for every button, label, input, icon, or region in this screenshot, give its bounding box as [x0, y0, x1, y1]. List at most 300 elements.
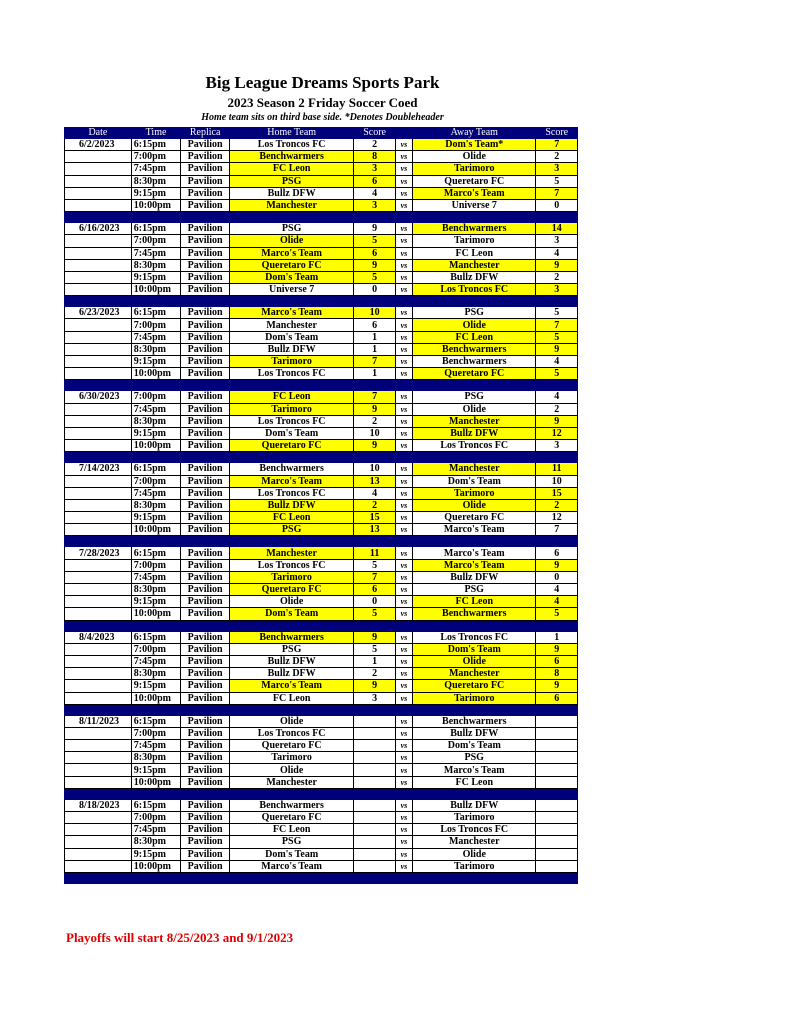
home-score: 2	[354, 139, 395, 151]
away-score: 0	[536, 571, 578, 583]
home-team: Manchester	[229, 547, 353, 559]
vs-label: vs	[395, 319, 412, 331]
game-date	[65, 319, 132, 331]
home-team: Marco's Team	[229, 307, 353, 319]
home-team: Bullz DFW	[229, 499, 353, 511]
game-time: 9:15pm	[131, 187, 181, 199]
table-row	[65, 284, 578, 296]
game-field: Pavilion	[181, 584, 230, 596]
game-field: Pavilion	[181, 631, 230, 643]
home-score: 9	[354, 259, 395, 271]
away-score: 4	[536, 391, 578, 403]
home-team: Tarimoro	[229, 752, 353, 764]
table-row	[65, 356, 578, 368]
home-team: Universe 7	[229, 284, 353, 296]
away-score	[536, 836, 578, 848]
away-score: 4	[536, 584, 578, 596]
home-team: Bullz DFW	[229, 668, 353, 680]
table-row	[65, 343, 578, 355]
game-time: 7:45pm	[131, 487, 181, 499]
table-row	[65, 812, 578, 824]
week-separator	[65, 536, 578, 547]
vs-label: vs	[395, 139, 412, 151]
vs-label: vs	[395, 440, 412, 452]
game-field: Pavilion	[181, 475, 230, 487]
home-team: FC Leon	[229, 512, 353, 524]
home-team: Benchwarmers	[229, 799, 353, 811]
away-score	[536, 799, 578, 811]
game-time: 6:15pm	[131, 463, 181, 475]
vs-label: vs	[395, 692, 412, 704]
game-date	[65, 163, 132, 175]
game-date: 8/18/2023	[65, 799, 132, 811]
home-team: Olide	[229, 764, 353, 776]
table-row	[65, 331, 578, 343]
game-date: 7/14/2023	[65, 463, 132, 475]
vs-label: vs	[395, 643, 412, 655]
game-field: Pavilion	[181, 440, 230, 452]
game-field: Pavilion	[181, 284, 230, 296]
game-field: Pavilion	[181, 547, 230, 559]
away-team: Manchester	[413, 463, 536, 475]
table-row	[65, 584, 578, 596]
game-time: 10:00pm	[131, 776, 181, 788]
game-time: 10:00pm	[131, 199, 181, 211]
home-score: 0	[354, 596, 395, 608]
away-score: 3	[536, 440, 578, 452]
home-team: Tarimoro	[229, 403, 353, 415]
game-date: 6/2/2023	[65, 139, 132, 151]
vs-label: vs	[395, 512, 412, 524]
home-score: 3	[354, 199, 395, 211]
week-separator-bar	[65, 212, 578, 223]
away-team: Tarimoro	[413, 235, 536, 247]
home-score: 10	[354, 307, 395, 319]
away-score: 7	[536, 139, 578, 151]
game-time: 6:15pm	[131, 631, 181, 643]
home-score: 9	[354, 680, 395, 692]
away-score: 8	[536, 668, 578, 680]
game-field: Pavilion	[181, 740, 230, 752]
vs-label: vs	[395, 764, 412, 776]
away-score	[536, 740, 578, 752]
game-field: Pavilion	[181, 319, 230, 331]
game-time: 9:15pm	[131, 512, 181, 524]
game-time: 7:45pm	[131, 163, 181, 175]
game-time: 7:00pm	[131, 727, 181, 739]
home-team: Los Troncos FC	[229, 727, 353, 739]
table-row	[65, 776, 578, 788]
home-team: Queretaro FC	[229, 259, 353, 271]
home-team: Benchwarmers	[229, 463, 353, 475]
game-date	[65, 499, 132, 511]
game-field: Pavilion	[181, 499, 230, 511]
game-time: 7:45pm	[131, 740, 181, 752]
vs-label: vs	[395, 199, 412, 211]
home-team: Olide	[229, 596, 353, 608]
game-time: 9:15pm	[131, 596, 181, 608]
away-score: 2	[536, 151, 578, 163]
away-score: 5	[536, 331, 578, 343]
game-field: Pavilion	[181, 343, 230, 355]
game-field: Pavilion	[181, 559, 230, 571]
game-time: 10:00pm	[131, 440, 181, 452]
game-field: Pavilion	[181, 391, 230, 403]
home-score: 7	[354, 571, 395, 583]
game-date	[65, 824, 132, 836]
game-time: 10:00pm	[131, 692, 181, 704]
home-score: 8	[354, 151, 395, 163]
game-time: 7:45pm	[131, 824, 181, 836]
game-date	[65, 187, 132, 199]
game-date: 6/23/2023	[65, 307, 132, 319]
vs-label: vs	[395, 403, 412, 415]
week-separator	[65, 872, 578, 883]
home-team: PSG	[229, 643, 353, 655]
home-score: 3	[354, 692, 395, 704]
game-date	[65, 680, 132, 692]
home-team: Dom's Team	[229, 848, 353, 860]
game-time: 10:00pm	[131, 284, 181, 296]
game-time: 10:00pm	[131, 860, 181, 872]
table-row	[65, 391, 578, 403]
vs-label: vs	[395, 836, 412, 848]
table-row	[65, 608, 578, 620]
game-time: 7:00pm	[131, 643, 181, 655]
away-team: Dom's Team	[413, 740, 536, 752]
game-field: Pavilion	[181, 776, 230, 788]
home-score	[354, 848, 395, 860]
home-score	[354, 776, 395, 788]
game-field: Pavilion	[181, 764, 230, 776]
away-score: 11	[536, 463, 578, 475]
game-time: 7:45pm	[131, 247, 181, 259]
away-score: 2	[536, 403, 578, 415]
game-date	[65, 559, 132, 571]
home-team: Tarimoro	[229, 356, 353, 368]
game-date	[65, 860, 132, 872]
vs-label: vs	[395, 427, 412, 439]
table-row	[65, 848, 578, 860]
game-field: Pavilion	[181, 163, 230, 175]
home-score: 6	[354, 175, 395, 187]
game-field: Pavilion	[181, 368, 230, 380]
table-row	[65, 187, 578, 199]
away-team: Los Troncos FC	[413, 440, 536, 452]
away-team: Los Troncos FC	[413, 631, 536, 643]
away-team: Los Troncos FC	[413, 284, 536, 296]
home-score: 7	[354, 391, 395, 403]
home-team: Manchester	[229, 776, 353, 788]
table-row	[65, 860, 578, 872]
game-field: Pavilion	[181, 824, 230, 836]
game-date	[65, 668, 132, 680]
away-team: Tarimoro	[413, 812, 536, 824]
table-row	[65, 799, 578, 811]
home-team: FC Leon	[229, 692, 353, 704]
away-team: Marco's Team	[413, 547, 536, 559]
game-date	[65, 608, 132, 620]
away-team: Tarimoro	[413, 163, 536, 175]
game-field: Pavilion	[181, 680, 230, 692]
away-score: 2	[536, 499, 578, 511]
home-team: Marco's Team	[229, 247, 353, 259]
table-row	[65, 596, 578, 608]
home-team: Dom's Team	[229, 331, 353, 343]
vs-label: vs	[395, 799, 412, 811]
game-field: Pavilion	[181, 715, 230, 727]
game-time: 6:15pm	[131, 715, 181, 727]
home-score: 2	[354, 499, 395, 511]
home-team: Tarimoro	[229, 571, 353, 583]
col-header-away-score: Score	[536, 128, 578, 139]
game-field: Pavilion	[181, 139, 230, 151]
game-field: Pavilion	[181, 271, 230, 283]
away-team: Queretaro FC	[413, 368, 536, 380]
away-team: PSG	[413, 584, 536, 596]
game-field: Pavilion	[181, 463, 230, 475]
game-time: 9:15pm	[131, 680, 181, 692]
game-time: 7:00pm	[131, 235, 181, 247]
week-separator-bar	[65, 452, 578, 463]
home-score: 5	[354, 235, 395, 247]
away-score: 9	[536, 643, 578, 655]
vs-label: vs	[395, 715, 412, 727]
home-score	[354, 764, 395, 776]
game-date	[65, 727, 132, 739]
home-score	[354, 752, 395, 764]
game-date	[65, 487, 132, 499]
game-time: 8:30pm	[131, 259, 181, 271]
away-score: 3	[536, 163, 578, 175]
game-time: 8:30pm	[131, 343, 181, 355]
vs-label: vs	[395, 668, 412, 680]
table-row	[65, 571, 578, 583]
home-score: 4	[354, 487, 395, 499]
game-field: Pavilion	[181, 415, 230, 427]
home-score	[354, 812, 395, 824]
home-score: 10	[354, 463, 395, 475]
away-team: Bullz DFW	[413, 799, 536, 811]
col-header-home-team: Home Team	[229, 128, 353, 139]
home-team: Los Troncos FC	[229, 139, 353, 151]
header-note: Home team sits on third base side. *Denotes Doubleheader	[201, 112, 444, 123]
table-row	[65, 824, 578, 836]
vs-label: vs	[395, 776, 412, 788]
game-field: Pavilion	[181, 427, 230, 439]
away-team: Marco's Team	[413, 559, 536, 571]
away-score: 5	[536, 175, 578, 187]
game-date	[65, 848, 132, 860]
game-time: 8:30pm	[131, 584, 181, 596]
vs-label: vs	[395, 680, 412, 692]
vs-label: vs	[395, 356, 412, 368]
game-time: 8:30pm	[131, 836, 181, 848]
vs-label: vs	[395, 499, 412, 511]
away-team: Olide	[413, 499, 536, 511]
game-field: Pavilion	[181, 752, 230, 764]
away-score: 9	[536, 559, 578, 571]
game-time: 7:45pm	[131, 331, 181, 343]
away-team: Manchester	[413, 836, 536, 848]
vs-label: vs	[395, 608, 412, 620]
vs-label: vs	[395, 740, 412, 752]
vs-label: vs	[395, 187, 412, 199]
game-date	[65, 247, 132, 259]
table-row	[65, 151, 578, 163]
home-score: 5	[354, 271, 395, 283]
vs-label: vs	[395, 727, 412, 739]
home-team: PSG	[229, 175, 353, 187]
home-score	[354, 727, 395, 739]
table-row	[65, 547, 578, 559]
vs-label: vs	[395, 223, 412, 235]
away-score	[536, 752, 578, 764]
home-team: Queretaro FC	[229, 440, 353, 452]
vs-label: vs	[395, 824, 412, 836]
table-row	[65, 727, 578, 739]
home-score	[354, 836, 395, 848]
away-score: 7	[536, 187, 578, 199]
away-team: Manchester	[413, 668, 536, 680]
game-date	[65, 271, 132, 283]
game-date	[65, 415, 132, 427]
home-score: 2	[354, 668, 395, 680]
vs-label: vs	[395, 415, 412, 427]
col-header-time: Time	[131, 128, 181, 139]
game-time: 9:15pm	[131, 427, 181, 439]
home-score: 1	[354, 368, 395, 380]
table-row	[65, 403, 578, 415]
away-team: Tarimoro	[413, 860, 536, 872]
home-team: Bullz DFW	[229, 655, 353, 667]
home-team: Queretaro FC	[229, 740, 353, 752]
home-score: 0	[354, 284, 395, 296]
game-date	[65, 836, 132, 848]
game-date	[65, 475, 132, 487]
away-score: 15	[536, 487, 578, 499]
home-score: 7	[354, 356, 395, 368]
home-score	[354, 740, 395, 752]
home-team: Manchester	[229, 199, 353, 211]
table-row	[65, 163, 578, 175]
game-field: Pavilion	[181, 175, 230, 187]
col-header-replica: Replica	[181, 128, 230, 139]
table-row	[65, 259, 578, 271]
game-date	[65, 812, 132, 824]
game-field: Pavilion	[181, 836, 230, 848]
away-team: Bullz DFW	[413, 271, 536, 283]
vs-label: vs	[395, 547, 412, 559]
table-row	[65, 680, 578, 692]
home-score: 4	[354, 187, 395, 199]
vs-label: vs	[395, 584, 412, 596]
table-row	[65, 668, 578, 680]
game-time: 7:00pm	[131, 812, 181, 824]
game-time: 6:15pm	[131, 139, 181, 151]
home-score: 11	[354, 547, 395, 559]
col-header-home-score: Score	[354, 128, 395, 139]
game-date	[65, 235, 132, 247]
vs-label: vs	[395, 559, 412, 571]
table-row	[65, 368, 578, 380]
vs-label: vs	[395, 571, 412, 583]
game-time: 8:30pm	[131, 175, 181, 187]
week-separator-bar	[65, 704, 578, 715]
game-time: 8:30pm	[131, 668, 181, 680]
game-field: Pavilion	[181, 331, 230, 343]
game-time: 7:45pm	[131, 655, 181, 667]
game-date	[65, 524, 132, 536]
game-date	[65, 151, 132, 163]
away-score: 5	[536, 608, 578, 620]
table-row	[65, 175, 578, 187]
game-field: Pavilion	[181, 608, 230, 620]
home-score: 13	[354, 475, 395, 487]
week-separator	[65, 704, 578, 715]
game-date	[65, 356, 132, 368]
table-row	[65, 307, 578, 319]
week-separator-bar	[65, 380, 578, 391]
home-team: Bullz DFW	[229, 187, 353, 199]
table-row	[65, 415, 578, 427]
away-team: Bullz DFW	[413, 427, 536, 439]
week-separator	[65, 380, 578, 391]
home-team: Olide	[229, 715, 353, 727]
home-score	[354, 860, 395, 872]
table-row	[65, 499, 578, 511]
game-time: 7:45pm	[131, 571, 181, 583]
home-team: Los Troncos FC	[229, 559, 353, 571]
away-team: PSG	[413, 307, 536, 319]
away-team: Marco's Team	[413, 764, 536, 776]
vs-label: vs	[395, 343, 412, 355]
away-score	[536, 848, 578, 860]
away-score: 6	[536, 655, 578, 667]
game-time: 7:00pm	[131, 391, 181, 403]
away-team: Olide	[413, 151, 536, 163]
game-time: 6:15pm	[131, 223, 181, 235]
away-team: Benchwarmers	[413, 608, 536, 620]
away-score	[536, 715, 578, 727]
away-team: Queretaro FC	[413, 680, 536, 692]
away-score: 3	[536, 235, 578, 247]
table-row	[65, 487, 578, 499]
away-score	[536, 727, 578, 739]
game-time: 10:00pm	[131, 368, 181, 380]
table-row	[65, 692, 578, 704]
away-score: 12	[536, 427, 578, 439]
game-time: 7:00pm	[131, 559, 181, 571]
away-team: Tarimoro	[413, 692, 536, 704]
game-field: Pavilion	[181, 223, 230, 235]
week-separator-bar	[65, 788, 578, 799]
game-field: Pavilion	[181, 235, 230, 247]
away-score	[536, 776, 578, 788]
game-field: Pavilion	[181, 571, 230, 583]
game-date	[65, 764, 132, 776]
game-date: 8/4/2023	[65, 631, 132, 643]
table-row	[65, 764, 578, 776]
home-team: Dom's Team	[229, 271, 353, 283]
vs-label: vs	[395, 463, 412, 475]
away-score: 9	[536, 680, 578, 692]
away-score	[536, 812, 578, 824]
vs-label: vs	[395, 524, 412, 536]
table-row	[65, 559, 578, 571]
away-score: 7	[536, 524, 578, 536]
home-score	[354, 824, 395, 836]
